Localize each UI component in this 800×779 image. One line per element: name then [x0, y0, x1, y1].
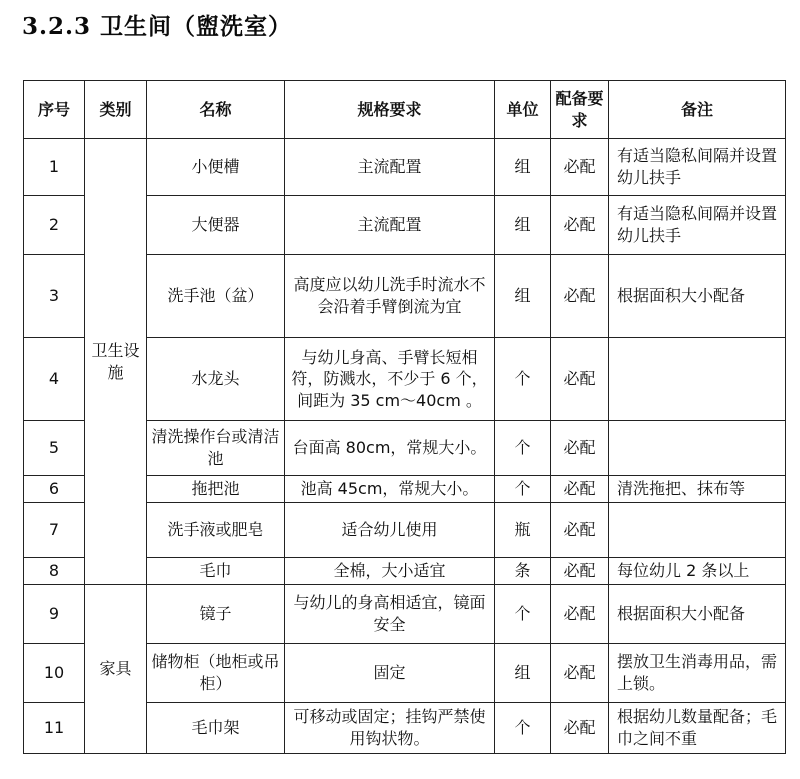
row-number: 8: [24, 558, 85, 585]
spec-cell: 全棉，大小适宜: [285, 558, 495, 585]
note-cell: 清洗拖把、抹布等: [609, 476, 786, 503]
table-row: [24, 585, 786, 644]
equipment-table: [23, 80, 786, 754]
unit-cell: 个: [495, 703, 551, 754]
unit-cell: 组: [495, 139, 551, 196]
row-number: 3: [24, 255, 85, 338]
note-cell: 有适当隐私间隔并设置幼儿扶手: [609, 139, 786, 196]
item-name: 镜子: [147, 585, 285, 644]
requirement-cell: 必配: [551, 338, 609, 421]
unit-cell: 个: [495, 338, 551, 421]
item-name: 毛巾架: [147, 703, 285, 754]
note-cell: 根据面积大小配备: [609, 255, 786, 338]
spec-cell: 台面高 80cm，常规大小。: [285, 421, 495, 476]
requirement-cell: 必配: [551, 255, 609, 338]
unit-cell: 组: [495, 196, 551, 255]
unit-cell: 瓶: [495, 503, 551, 558]
category-cell: 卫生设施: [85, 139, 147, 585]
item-name: 大便器: [147, 196, 285, 255]
row-number: 4: [24, 338, 85, 421]
item-name: 洗手池（盆）: [147, 255, 285, 338]
item-name: 拖把池: [147, 476, 285, 503]
note-cell: [609, 421, 786, 476]
note-cell: [609, 703, 786, 754]
note-cell: 摆放卫生消毒用品，需上锁。: [609, 644, 786, 703]
spec-cell: 高度应以幼儿洗手时流水不会沿着手臂倒流为宜: [285, 255, 495, 338]
row-number: 5: [24, 421, 85, 476]
note-cell: 有适当隐私间隔并设置幼儿扶手: [609, 196, 786, 255]
spec-cell: 主流配置: [285, 139, 495, 196]
item-name: 水龙头: [147, 338, 285, 421]
spec-cell: 与幼儿身高、手臂长短相符，防溅水，不少于 6 个，间距为 35 cm～40cm 。: [285, 338, 495, 421]
requirement-cell: 必配: [551, 558, 609, 585]
row-number: 6: [24, 476, 85, 503]
unit-cell: 条: [495, 558, 551, 585]
unit-cell: 个: [495, 476, 551, 503]
header-no: 序号: [24, 81, 85, 139]
row-number: 9: [24, 585, 85, 644]
item-name: 清洗操作台或清洁池: [147, 421, 285, 476]
header-note: 备注: [609, 81, 786, 139]
row-number: 11: [24, 703, 85, 754]
item-name: 储物柜（地柜或吊柜）: [147, 644, 285, 703]
table-row: [24, 139, 786, 196]
header-requirement: 配备要求: [551, 81, 609, 139]
note-clip: 根据幼儿数量配备；毛巾之间不重: [617, 707, 778, 748]
requirement-cell: 必配: [551, 703, 609, 754]
requirement-cell: 必配: [551, 585, 609, 644]
spec-cell: 与幼儿的身高相适宜，镜面安全: [285, 585, 495, 644]
header-spec: 规格要求: [285, 81, 495, 139]
spec-cell: 池高 45cm，常规大小。: [285, 476, 495, 503]
spec-cell: 适合幼儿使用: [285, 503, 495, 558]
row-number: 1: [24, 139, 85, 196]
unit-cell: 组: [495, 644, 551, 703]
requirement-cell: 必配: [551, 503, 609, 558]
note-cell: [609, 338, 786, 421]
category-cell: 家具: [85, 585, 147, 754]
header-category: 类别: [85, 81, 147, 139]
spec-cell: 固定: [285, 644, 495, 703]
unit-cell: 组: [495, 255, 551, 338]
header-name: 名称: [147, 81, 285, 139]
requirement-cell: 必配: [551, 196, 609, 255]
unit-cell: 个: [495, 585, 551, 644]
row-number: 2: [24, 196, 85, 255]
row-number: 7: [24, 503, 85, 558]
header-unit: 单位: [495, 81, 551, 139]
requirement-cell: 必配: [551, 644, 609, 703]
item-name: 小便槽: [147, 139, 285, 196]
table-header-row: [24, 81, 786, 139]
note-cell: 每位幼儿 2 条以上: [609, 558, 786, 585]
note-cell: [609, 503, 786, 558]
item-name: 洗手液或肥皂: [147, 503, 285, 558]
spec-cell: 主流配置: [285, 196, 495, 255]
requirement-cell: 必配: [551, 421, 609, 476]
unit-cell: 个: [495, 421, 551, 476]
note-cell: 根据面积大小配备: [609, 585, 786, 644]
item-name: 毛巾: [147, 558, 285, 585]
requirement-cell: 必配: [551, 139, 609, 196]
section-title: 3.2.3 卫生间（盥洗室）: [22, 13, 293, 40]
requirement-cell: 必配: [551, 476, 609, 503]
spec-cell: 可移动或固定；挂钩严禁使用钩状物。: [285, 703, 495, 754]
row-number: 10: [24, 644, 85, 703]
